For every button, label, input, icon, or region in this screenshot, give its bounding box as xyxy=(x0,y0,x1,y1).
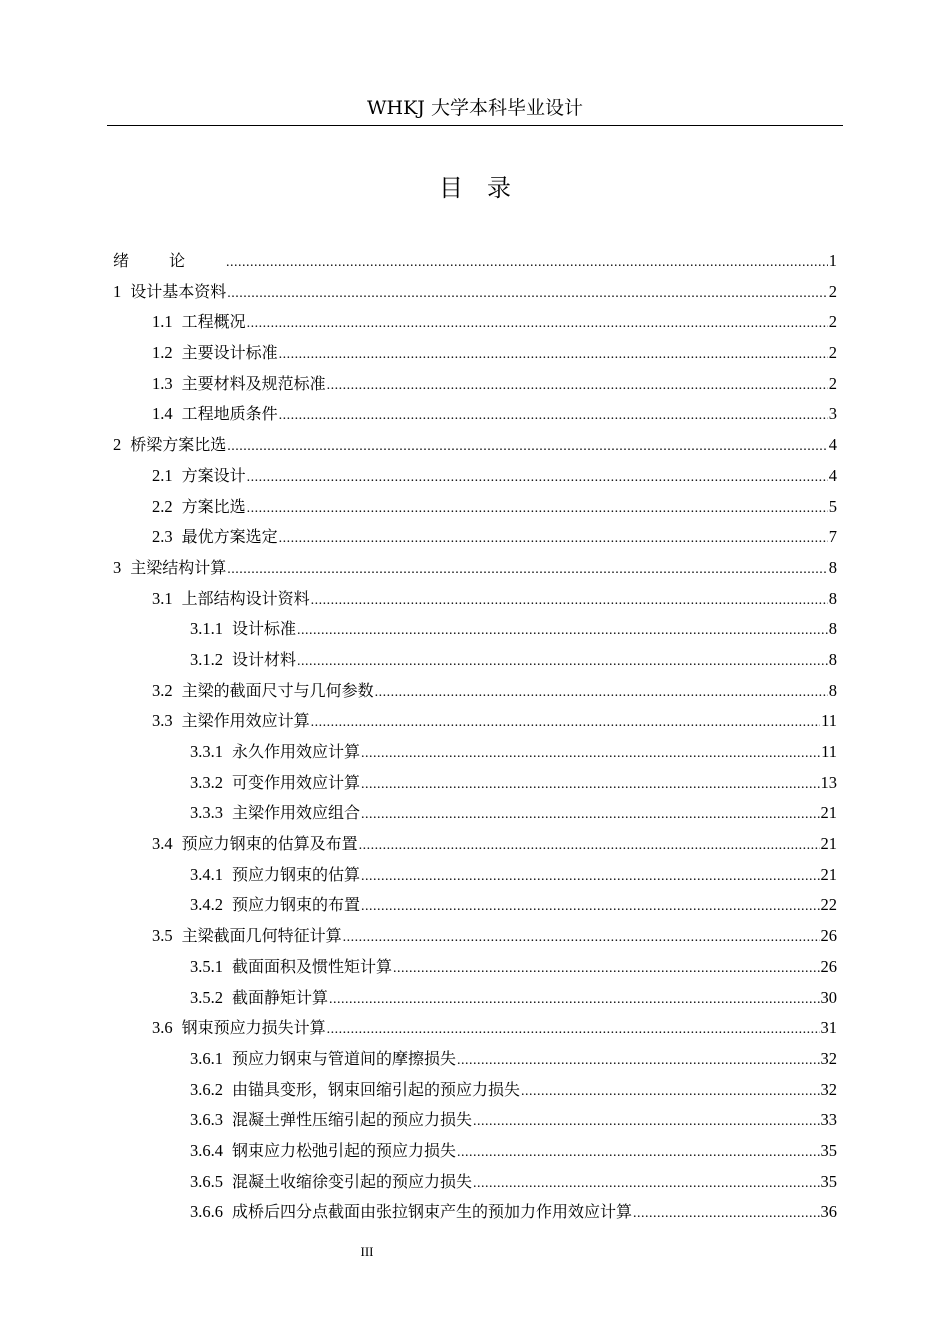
dot-leader xyxy=(279,524,828,554)
toc-entry-number: 3.6.6 xyxy=(190,1202,223,1222)
toc-entry-page: 5 xyxy=(828,496,837,516)
toc-entry[interactable] xyxy=(0,492,950,523)
toc-entry[interactable] xyxy=(0,614,950,645)
toc-entry-number: 3.5.2 xyxy=(190,987,223,1007)
toc-entry[interactable] xyxy=(0,768,950,799)
toc-entry[interactable] xyxy=(0,676,950,707)
dot-leader xyxy=(393,954,819,984)
toc-entry-number: 3.6 xyxy=(152,1018,173,1038)
dot-leader xyxy=(297,616,828,646)
toc-entry-label: 主要材料及规范标准 xyxy=(181,373,326,393)
dot-leader xyxy=(361,739,820,769)
toc-entry[interactable] xyxy=(0,461,950,492)
toc-entry[interactable] xyxy=(0,1167,950,1198)
toc-entry-number: 3.3.1 xyxy=(190,742,223,761)
toc-entry-label: 工程概况 xyxy=(181,312,246,332)
toc-entry-page: 26 xyxy=(820,956,837,976)
toc-entry-number: 2.1 xyxy=(152,465,173,485)
dot-leader xyxy=(247,309,828,339)
toc-entry-label: 预应力钢束的估算及布置 xyxy=(181,834,358,854)
toc-entry-number: 3.6.5 xyxy=(190,1171,223,1191)
toc-entry-label: 设计材料 xyxy=(232,649,297,669)
toc-entry-label: 上部结构设计资料 xyxy=(181,588,310,608)
toc-entry-page: 21 xyxy=(820,834,837,854)
toc-entry-page: 8 xyxy=(828,649,837,669)
toc-entry[interactable] xyxy=(0,706,950,737)
dot-leader xyxy=(226,248,828,278)
dot-leader xyxy=(279,340,828,370)
toc-entry-page: 32 xyxy=(820,1079,837,1099)
toc-entry-label: 混凝土收缩徐变引起的预应力损失 xyxy=(232,1171,473,1191)
toc-entry-number: 3.6.1 xyxy=(190,1048,223,1068)
toc-entry-label: 预应力钢束与管道间的摩擦损失 xyxy=(232,1048,457,1068)
toc-entry[interactable] xyxy=(0,952,950,983)
toc-entry[interactable] xyxy=(0,553,950,584)
toc-entry-label: 主梁作用效应计算 xyxy=(181,711,310,731)
toc-entry-label: 工程地质条件 xyxy=(181,404,278,424)
toc-entry-page: 2 xyxy=(828,312,837,332)
toc-entry-page: 11 xyxy=(821,711,837,731)
toc-entry-number: 3 xyxy=(113,557,122,577)
toc-entry[interactable] xyxy=(0,1044,950,1075)
toc-entry-label: 主梁结构计算 xyxy=(130,557,227,577)
toc-entry-page: 4 xyxy=(828,465,837,485)
toc-entry[interactable] xyxy=(0,246,950,277)
dot-leader xyxy=(473,1169,819,1199)
toc-entry-number: 3.3 xyxy=(152,711,173,731)
toc-entry-number: 3.1.2 xyxy=(190,649,223,669)
toc-entry-label: 预应力钢束的估算 xyxy=(232,864,361,884)
toc-entry-number: 2.3 xyxy=(152,527,173,547)
toc-entry-number: 3.2 xyxy=(152,680,173,700)
toc-entry-number: 3.1.1 xyxy=(190,619,223,639)
toc-entry-number: 3.6.2 xyxy=(190,1079,223,1099)
toc-entry[interactable] xyxy=(0,645,950,676)
toc-entry[interactable] xyxy=(0,798,950,829)
toc-entry-label: 永久作用效应计算 xyxy=(232,742,361,761)
toc-entry-page: 11 xyxy=(821,742,837,761)
dot-leader xyxy=(361,892,819,922)
running-header xyxy=(107,94,843,126)
toc-entry-number: 1.3 xyxy=(152,373,173,393)
toc-entry-page: 21 xyxy=(820,803,837,823)
toc-entry-page: 7 xyxy=(828,527,837,547)
toc-entry[interactable] xyxy=(0,338,950,369)
running-header-text: WHKJ 大学本科毕业设计 xyxy=(367,97,583,119)
toc-entry-number: 1.1 xyxy=(152,312,173,332)
toc-entry-page: 2 xyxy=(828,373,837,393)
dot-leader xyxy=(227,432,827,462)
toc-entry[interactable] xyxy=(0,983,950,1014)
dot-leader xyxy=(327,371,828,401)
table-of-contents xyxy=(0,246,950,1228)
dot-leader xyxy=(457,1046,819,1076)
toc-entry-page: 2 xyxy=(828,281,837,301)
toc-entry-page: 33 xyxy=(820,1110,837,1130)
toc-entry-number: 3.3.3 xyxy=(190,803,223,823)
toc-entry-page: 35 xyxy=(820,1140,837,1160)
toc-entry-label: 设计标准 xyxy=(232,619,297,639)
toc-entry-number: 2.2 xyxy=(152,496,173,516)
toc-entry[interactable] xyxy=(0,522,950,553)
dot-leader xyxy=(297,647,828,677)
toc-entry-label: 钢束应力松弛引起的预应力损失 xyxy=(232,1140,457,1160)
toc-entry-label: 设计基本资料 xyxy=(130,281,227,301)
toc-entry-number: 2 xyxy=(113,435,122,455)
toc-entry-label: 主要设计标准 xyxy=(181,343,278,363)
dot-leader xyxy=(361,770,819,800)
toc-entry-page: 8 xyxy=(828,680,837,700)
toc-entry-label: 钢束预应力损失计算 xyxy=(181,1018,326,1038)
toc-entry-page: 26 xyxy=(820,926,837,946)
dot-leader xyxy=(227,555,827,585)
toc-entry[interactable] xyxy=(0,737,950,768)
toc-entry-label: 主梁截面几何特征计算 xyxy=(181,926,342,946)
toc-entry-page: 4 xyxy=(828,435,837,455)
toc-entry[interactable] xyxy=(0,860,950,891)
toc-entry-page: 3 xyxy=(828,404,837,424)
toc-entry[interactable] xyxy=(0,921,950,952)
dot-leader xyxy=(521,1077,819,1107)
dot-leader xyxy=(473,1107,819,1137)
toc-entry-page: 2 xyxy=(828,343,837,363)
toc-entry-page: 30 xyxy=(820,987,837,1007)
toc-entry-number: 3.1 xyxy=(152,588,173,608)
toc-entry[interactable] xyxy=(0,1197,950,1228)
toc-entry-label: 方案比选 xyxy=(181,496,246,516)
dot-leader xyxy=(311,586,828,616)
dot-leader xyxy=(343,923,820,953)
toc-entry-number: 3.6.3 xyxy=(190,1110,223,1130)
dot-leader xyxy=(633,1199,819,1229)
toc-entry[interactable] xyxy=(0,1013,950,1044)
page-title: 目录 xyxy=(439,174,535,202)
page-number: III xyxy=(360,1244,374,1259)
toc-entry-label: 成桥后四分点截面由张拉钢束产生的预加力作用效应计算 xyxy=(232,1202,633,1222)
dot-leader xyxy=(311,708,820,738)
toc-entry-label: 桥梁方案比选 xyxy=(130,435,227,455)
toc-entry-label: 截面面积及惯性矩计算 xyxy=(232,956,393,976)
toc-entry-page: 1 xyxy=(828,251,837,270)
toc-entry-label: 可变作用效应计算 xyxy=(232,772,361,792)
dot-leader xyxy=(247,494,828,524)
toc-entry-number: 3.3.2 xyxy=(190,772,223,792)
toc-entry-page: 8 xyxy=(828,619,837,639)
toc-entry-label: 主梁的截面尺寸与几何参数 xyxy=(181,680,374,700)
toc-entry[interactable] xyxy=(0,1136,950,1167)
toc-entry-number: 1.2 xyxy=(152,343,173,363)
toc-entry-label: 由锚具变形，钢束回缩引起的预应力损失 xyxy=(232,1079,521,1099)
toc-entry[interactable] xyxy=(0,307,950,338)
toc-entry-page: 31 xyxy=(820,1018,837,1038)
toc-entry-number: 1 xyxy=(113,281,122,301)
toc-entry[interactable] xyxy=(0,277,950,308)
dot-leader xyxy=(359,831,820,861)
dot-leader xyxy=(329,985,819,1015)
toc-entry-number: 3.5.1 xyxy=(190,956,223,976)
toc-entry[interactable] xyxy=(0,399,950,430)
page-number-footer xyxy=(0,1242,734,1262)
toc-entry-label: 最优方案选定 xyxy=(181,527,278,547)
toc-entry[interactable] xyxy=(0,1105,950,1136)
toc-entry[interactable] xyxy=(0,1075,950,1106)
dot-leader xyxy=(457,1138,819,1168)
toc-entry-label: 方案设计 xyxy=(181,465,246,485)
dot-leader xyxy=(279,401,828,431)
dot-leader xyxy=(227,279,827,309)
dot-leader xyxy=(327,1015,820,1045)
toc-entry-page: 8 xyxy=(828,588,837,608)
toc-entry-label: 截面静矩计算 xyxy=(232,987,329,1007)
toc-entry[interactable] xyxy=(0,584,950,615)
toc-entry-number: 3.4.1 xyxy=(190,864,223,884)
toc-entry-page: 21 xyxy=(820,864,837,884)
toc-entry[interactable] xyxy=(0,890,950,921)
toc-entry[interactable] xyxy=(0,829,950,860)
toc-entry-number: 3.4 xyxy=(152,834,173,854)
toc-entry-number: 3.6.4 xyxy=(190,1140,223,1160)
toc-entry-page: 35 xyxy=(820,1171,837,1191)
dot-leader xyxy=(361,862,819,892)
dot-leader xyxy=(361,800,819,830)
toc-entry[interactable] xyxy=(0,430,950,461)
toc-entry-number: 3.4.2 xyxy=(190,895,223,915)
toc-entry-page: 36 xyxy=(820,1202,837,1222)
toc-entry-label: 主梁作用效应组合 xyxy=(232,803,361,823)
dot-leader xyxy=(375,678,828,708)
toc-entry-number: 1.4 xyxy=(152,404,173,424)
toc-entry-page: 32 xyxy=(820,1048,837,1068)
toc-entry-page: 8 xyxy=(828,557,837,577)
toc-entry[interactable] xyxy=(0,369,950,400)
toc-entry-label: 绪论 xyxy=(113,251,226,270)
toc-entry-number: 3.5 xyxy=(152,926,173,946)
toc-entry-label: 预应力钢束的布置 xyxy=(232,895,361,915)
toc-entry-page: 22 xyxy=(820,895,837,915)
dot-leader xyxy=(247,463,828,493)
toc-entry-label: 混凝土弹性压缩引起的预应力损失 xyxy=(232,1110,473,1130)
toc-entry-page: 13 xyxy=(820,772,837,792)
